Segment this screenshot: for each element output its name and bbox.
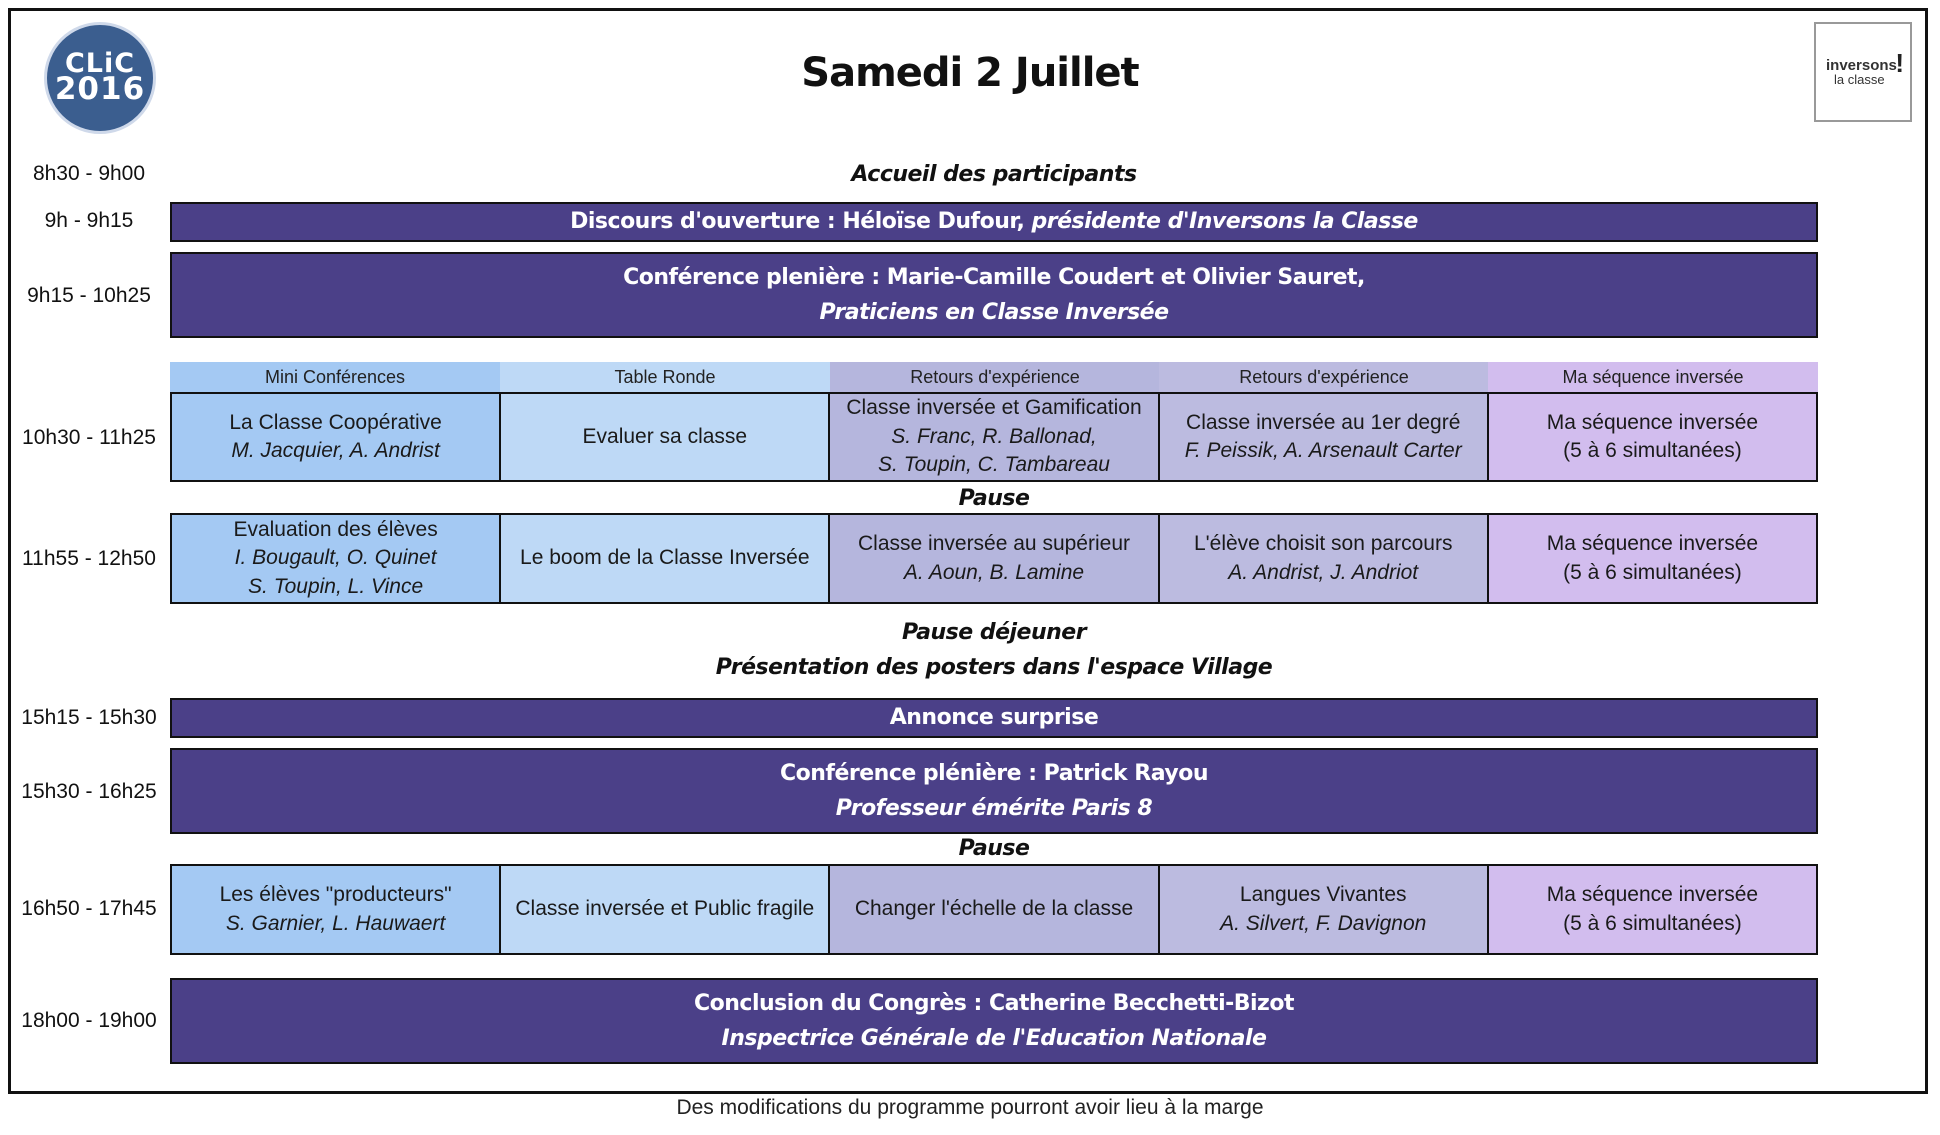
bar-conference-2-line1: Conférence plénière : Patrick Rayou: [779, 760, 1209, 786]
session-title: L'élève choisit son parcours: [1193, 532, 1453, 556]
label-pause: Pause: [958, 836, 1030, 861]
column-header: Ma séquence inversée: [1488, 362, 1818, 392]
time-slot: 15h15 - 15h30: [21, 706, 157, 729]
time-slot: 18h00 - 19h00: [21, 1009, 157, 1032]
session-speakers: S. Garnier, L. Hauwaert: [225, 911, 446, 935]
session-cell: [1160, 394, 1489, 480]
session-title: Les élèves "producteurs": [219, 883, 452, 907]
session-title: La Classe Coopérative: [229, 410, 442, 434]
bar-annonce: [170, 698, 1818, 738]
session-cell: [1489, 866, 1816, 953]
bar-discours-main: Discours d'ouverture : Héloïse Dufour,: [570, 209, 1025, 235]
session-cell: [172, 515, 501, 602]
column-header: Retours d'expérience: [830, 362, 1160, 392]
time-slot: 9h15 - 10h25: [27, 284, 151, 307]
session-title: Classe inversée et Gamification: [846, 396, 1142, 420]
bar-conclusion-line1: Conclusion du Congrès : Catherine Becchetti-Bizot: [694, 990, 1294, 1016]
bar-conference-2: [170, 748, 1818, 834]
session-cell: [1160, 866, 1489, 953]
bar-annonce-text: Annonce surprise: [889, 705, 1099, 731]
bar-conference-1-line2: Praticiens en Classe Inversée: [819, 300, 1169, 325]
footer-note: Des modifications du programme pourront avoir lieu à la marge: [676, 1096, 1264, 1119]
session-cell: [1489, 394, 1816, 480]
session-cell: [172, 866, 501, 953]
logo-line-1: CLiC: [64, 47, 136, 79]
session-cell: [172, 394, 501, 480]
session-note: (5 à 6 simultanées): [1563, 439, 1742, 462]
session-row-3: [170, 864, 1818, 955]
column-header: Table Ronde: [500, 362, 830, 392]
session-speakers: A. Aoun, B. Lamine: [903, 560, 1085, 584]
time-slot: 15h30 - 16h25: [21, 780, 157, 803]
session-title: Ma séquence inversée: [1546, 410, 1759, 434]
session-speakers: A. Silvert, F. Davignon: [1220, 911, 1427, 935]
column-header: Mini Conférences: [170, 362, 500, 392]
session-cell: [830, 866, 1159, 953]
bar-discours-italic: présidente d'Inversons la Classe: [1031, 209, 1418, 235]
session-cell: [501, 866, 830, 953]
session-cell: [501, 515, 830, 602]
session-title: Langues Vivantes: [1239, 883, 1407, 907]
bar-conclusion-line2: Inspectrice Générale de l'Education Nationale: [721, 1026, 1267, 1051]
logo-line-2: 2016: [54, 71, 146, 108]
time-slot: 11h55 - 12h50: [22, 547, 156, 570]
session-speakers: F. Peissik, A. Arsenault Carter: [1184, 439, 1462, 462]
session-title: Classe inversée et Public fragile: [515, 897, 815, 921]
session-speakers: S. Toupin, L. Vince: [248, 574, 424, 598]
column-header: Retours d'expérience: [1159, 362, 1489, 392]
time-slot: 9h - 9h15: [44, 209, 134, 232]
session-row-1: [170, 392, 1818, 482]
label-accueil: Accueil des participants: [851, 162, 1137, 187]
time-slot: 16h50 - 17h45: [21, 897, 157, 920]
session-cell: [1160, 515, 1489, 602]
session-speakers: S. Toupin, C. Tambareau: [878, 453, 1110, 477]
logo-right-line-2: la classe: [1834, 72, 1885, 87]
label-pause: Pause: [958, 486, 1030, 511]
session-cell: [501, 394, 830, 480]
time-slot: 8h30 - 9h00: [32, 162, 146, 185]
bar-conference-2-line2: Professeur émérite Paris 8: [835, 796, 1153, 821]
session-cell: [1489, 515, 1816, 602]
session-title: Le boom de la Classe Inversée: [520, 546, 810, 570]
label-pause-dejeuner: Pause déjeuner: [901, 620, 1087, 645]
session-title: Evaluer sa classe: [582, 424, 748, 448]
session-row-2: [170, 513, 1818, 604]
session-title: Ma séquence inversée: [1546, 883, 1759, 907]
session-title: Changer l'échelle de la classe: [854, 897, 1134, 921]
session-speakers: M. Jacquier, A. Andrist: [231, 439, 440, 462]
session-cell: [830, 394, 1159, 480]
bar-discours-text: [570, 204, 1418, 239]
bar-conclusion: [170, 978, 1818, 1064]
time-slot: 10h30 - 11h25: [22, 426, 156, 449]
label-posters: Présentation des posters dans l'espace Village: [715, 655, 1273, 680]
logo-right-line-1: inversons: [1826, 57, 1897, 74]
session-title: Classe inversée au supérieur: [858, 532, 1130, 556]
bar-conference-1: [170, 252, 1818, 338]
page-title: Samedi 2 Juillet: [801, 50, 1139, 96]
session-note: (5 à 6 simultanées): [1563, 911, 1742, 935]
session-cell: [830, 515, 1159, 602]
session-title: Ma séquence inversée: [1546, 532, 1759, 556]
logo-right-mark: !: [1895, 48, 1904, 78]
session-note: (5 à 6 simultanées): [1563, 560, 1742, 584]
session-speakers: A. Andrist, J. Andriot: [1228, 560, 1419, 584]
session-speakers: I. Bougault, O. Quinet: [234, 546, 437, 570]
bar-discours: [170, 202, 1818, 242]
session-speakers: S. Franc, R. Ballonad,: [891, 424, 1097, 448]
session-title: Classe inversée au 1er degré: [1186, 410, 1461, 434]
bar-conference-1-line1: Conférence plenière : Marie-Camille Coudert et Olivier Sauret,: [623, 264, 1365, 290]
session-title: Evaluation des élèves: [233, 517, 438, 541]
